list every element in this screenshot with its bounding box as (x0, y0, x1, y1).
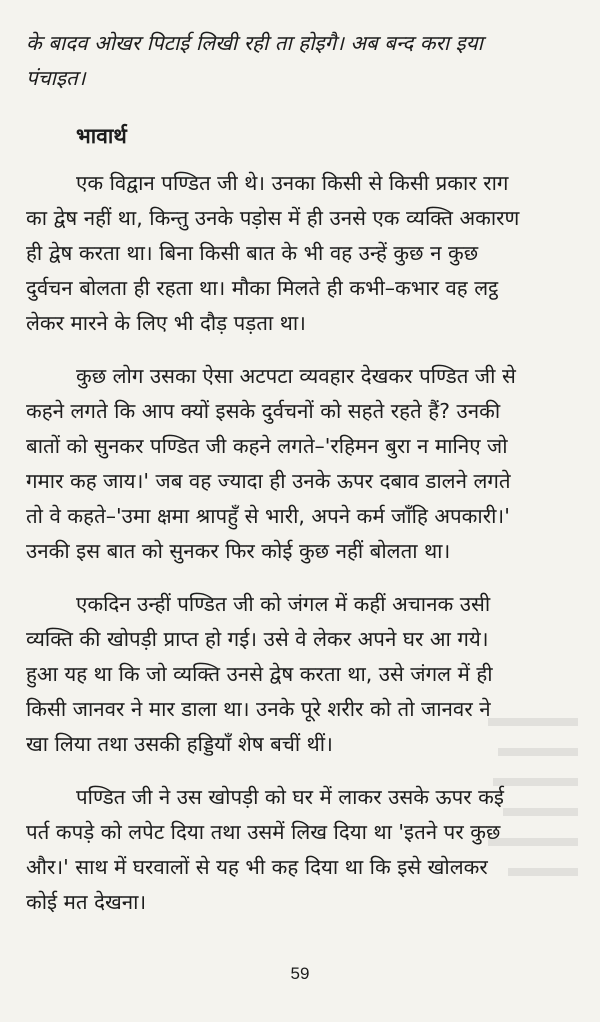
text-line: कोई मत देखना। (26, 890, 147, 914)
text-line: तो वे कहते–'उमा क्षमा श्रापहुँ से भारी, अपने कर्म जाँहि अपकारी।' (26, 504, 510, 528)
text-line: लेकर मारने के लिए भी दौड़ पड़ता था। (26, 311, 306, 335)
paragraph-1 (26, 166, 572, 341)
text-line: उनकी इस बात को सुनकर फिर कोई कुछ नहीं बोलता था। (26, 539, 451, 563)
text-line: पर्त कपड़े को लपेट दिया तथा उसमें लिख दिया था 'इतने पर कुछ (26, 820, 501, 844)
text-line: पण्डित जी ने उस खोपड़ी को घर में लाकर उसके ऊपर कई (76, 785, 504, 809)
text-line: कहने लगते कि आप क्यों इसके दुर्वचनों को सहते रहते हैं? उनकी (26, 399, 501, 423)
paragraph-4 (26, 780, 572, 920)
text-line: कुछ लोग उसका ऐसा अटपटा व्यवहार देखकर पण्डित जी से (76, 364, 516, 388)
text-line: बातों को सुनकर पण्डित जी कहने लगते–'रहिमन बुरा न मानिए जो (26, 434, 508, 458)
text-line: किसी जानवर ने मार डाला था। उनके पूरे शरीर को तो जानवर ने (26, 697, 491, 721)
text-line: व्यक्ति की खोपड़ी प्राप्त हो गई। उसे वे लेकर अपने घर आ गये। (26, 627, 489, 651)
text-line: एकदिन उन्हीं पण्डित जी को जंगल में कहीं अचानक उसी (76, 592, 491, 616)
opening-paragraph (26, 26, 572, 96)
paragraph-3 (26, 587, 572, 762)
text-line: एक विद्वान पण्डित जी थे। उनका किसी से किसी प्रकार राग (76, 171, 509, 195)
text-line: का द्वेष नहीं था, किन्तु उनके पड़ोस में ही उनसे एक व्यक्ति अकारण (26, 206, 520, 230)
text-line: दुर्वचन बोलता ही रहता था। मौका मिलते ही कभी–कभार वह लट्ठ (26, 276, 499, 300)
text-line: के बादव ओखर पिटाई लिखी रही ता होइगै। अब बन्द करा इया (26, 31, 483, 55)
text-line: और।' साथ में घरवालों से यह भी कह दिया था कि इसे खोलकर (26, 855, 488, 879)
section-heading: भावार्थ (76, 124, 127, 148)
page-number: 59 (290, 964, 310, 983)
text-line: हुआ यह था कि जो व्यक्ति उनसे द्वेष करता था, उसे जंगल में ही (26, 662, 493, 686)
text-line: पंचाइत। (26, 66, 86, 90)
text-line: गमार कह जाय।' जब वह ज्यादा ही उनके ऊपर दबाव डालने लगते (26, 469, 511, 493)
text-line: ही द्वेष करता था। बिना किसी बात के भी वह उन्हें कुछ न कुछ (26, 241, 479, 265)
paragraph-2 (26, 359, 572, 569)
text-line: खा लिया तथा उसकी हड्डियाँ शेष बचीं थीं। (26, 732, 333, 756)
